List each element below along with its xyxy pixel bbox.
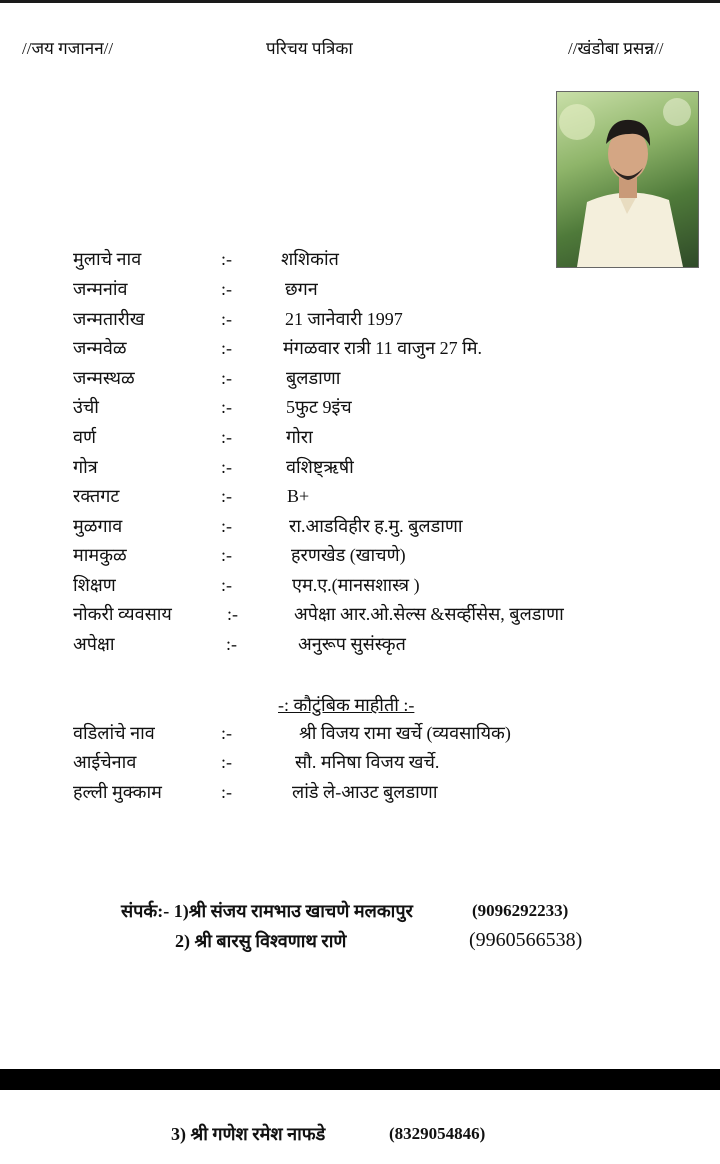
label-gotra: गोत्र	[73, 457, 98, 477]
separator: :-	[221, 575, 232, 595]
label-occupation: नोकरी व्यवसाय	[73, 604, 172, 624]
page-title: परिचय पत्रिका	[266, 39, 353, 58]
value-name: शशिकांत	[281, 249, 339, 269]
separator: :-	[221, 338, 232, 358]
value-mother-name: सौ. मनिषा विजय खर्चे.	[295, 752, 440, 772]
label-blood-group: रक्तगट	[73, 486, 120, 506]
label-birth-date: जन्मतारीख	[73, 309, 145, 329]
divider-bar	[0, 1069, 720, 1090]
separator: :-	[221, 249, 232, 269]
separator: :-	[221, 309, 232, 329]
separator: :-	[221, 545, 232, 565]
label-height: उंची	[73, 397, 99, 417]
separator: :-	[221, 457, 232, 477]
value-current-address: लांडे ले-आउट बुलडाणा	[292, 782, 438, 802]
contact-1-name: संपर्क:- 1)श्री संजय रामभाउ खाचणे मलकापुर	[121, 901, 413, 921]
value-maternal-family: हरणखेड (खाचणे)	[291, 545, 406, 565]
label-birth-place: जन्मस्थळ	[73, 368, 135, 388]
label-current-address: हल्ली मुक्काम	[73, 782, 162, 802]
contact-3-phone: (8329054846)	[389, 1124, 486, 1143]
value-birth-name: छगन	[285, 279, 318, 299]
label-maternal-family: मामकुळ	[73, 545, 127, 565]
separator: :-	[221, 782, 232, 802]
separator: :-	[227, 604, 238, 624]
value-gotra: वशिष्ट्ऋषी	[286, 457, 354, 477]
value-height: 5फुट 9इंच	[286, 397, 352, 417]
separator: :-	[221, 723, 232, 743]
label-native-place: मुळगाव	[73, 516, 123, 536]
header-right-invocation: //खंडोबा प्रसन्न//	[568, 39, 664, 58]
label-name: मुलाचे नाव	[73, 249, 142, 269]
contact-2-phone: (9960566538)	[469, 929, 583, 951]
label-father-name: वडिलांचे नाव	[73, 723, 155, 743]
separator: :-	[221, 516, 232, 536]
value-occupation: अपेक्षा आर.ओ.सेल्स &सर्व्हीसेस, बुलडाणा	[294, 604, 564, 624]
separator: :-	[221, 486, 232, 506]
label-expectation: अपेक्षा	[73, 634, 115, 654]
contact-3-name: 3) श्री गणेश रमेश नाफडे	[171, 1124, 326, 1144]
value-expectation: अनुरूप सुसंस्कृत	[298, 634, 406, 654]
value-birth-place: बुलडाणा	[286, 368, 341, 388]
value-blood-group: B+	[287, 486, 310, 506]
value-birth-date: 21 जानेवारी 1997	[285, 309, 403, 329]
label-education: शिक्षण	[73, 575, 116, 595]
value-complexion: गोरा	[286, 427, 313, 447]
separator: :-	[221, 427, 232, 447]
profile-photo	[556, 91, 699, 268]
family-section-title: -: कौटुंबिक माहीती :-	[278, 695, 415, 715]
label-birth-name: जन्मनांव	[73, 279, 128, 299]
value-birth-time: मंगळवार रात्री 11 वाजुन 27 मि.	[283, 338, 483, 358]
label-mother-name: आईचेनाव	[73, 752, 137, 772]
separator: :-	[221, 279, 232, 299]
label-birth-time: जन्मवेळ	[73, 338, 127, 358]
label-complexion: वर्ण	[73, 427, 97, 447]
top-border	[0, 0, 720, 3]
separator: :-	[221, 397, 232, 417]
header-left-invocation: //जय गजानन//	[22, 39, 114, 58]
value-father-name: श्री विजय रामा खर्चे (व्यवसायिक)	[299, 723, 511, 743]
separator: :-	[226, 634, 237, 654]
separator: :-	[221, 752, 232, 772]
contact-2-name: 2) श्री बारसु विश्वणाथ राणे	[175, 931, 347, 951]
separator: :-	[221, 368, 232, 388]
contact-1-phone: (9096292233)	[472, 901, 569, 920]
person-portrait-icon	[557, 92, 698, 267]
value-native-place: रा.आडविहीर ह.मु. बुलडाणा	[289, 516, 463, 536]
value-education: एम.ए.(मानसशास्त्र )	[292, 575, 420, 595]
